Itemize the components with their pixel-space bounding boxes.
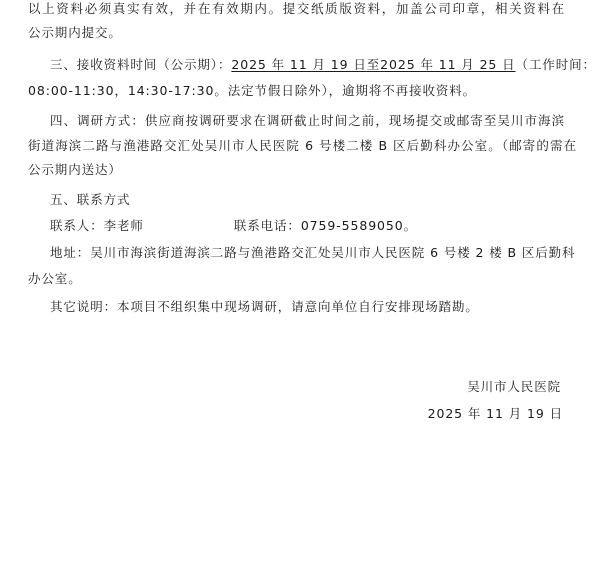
contact-phone: 联系电话：0759-5589050。 [233, 218, 418, 233]
signature-date: 2025 年 11 月 19 日 [427, 406, 563, 421]
heading-contact: 五、联系方式 [50, 192, 131, 207]
receive-end-date: 2025 年 11 月 25 日 [380, 57, 516, 72]
paragraph-survey-method-line-3: 公示期内送达） [28, 162, 122, 177]
paragraph-materials-line-2: 公示期内提交。 [28, 25, 122, 40]
paragraph-materials-line-1: 以上资料必须真实有效，并在有效期内。提交纸质版资料，加盖公司印章，相关资料在 [28, 1, 565, 16]
contact-line [50, 217, 565, 235]
receive-time-prefix: 三、接收资料时间（公示期）： [50, 57, 232, 72]
contact-person: 联系人：李老师 [50, 218, 144, 233]
address-line-2: 办公室。 [28, 271, 82, 286]
address-line-1: 地址：吴川市海滨街道海滨二路与渔港路交汇处吴川市人民医院 6 号楼 2 楼 B 区后勤科 [50, 245, 576, 260]
other-note: 其它说明：本项目不组织集中现场调研，请意向单位自行安排现场踏勘。 [50, 299, 479, 314]
receive-to: 至 [366, 57, 381, 72]
paragraph-receive-time-line-1 [50, 56, 596, 74]
paragraph-survey-method-line-2: 街道海滨二路与渔港路交汇处吴川市人民医院 6 号楼二楼 B 区后勤科办公室。（邮寄的需在 [28, 138, 577, 153]
receive-start-date: 2025 年 11 月 19 日 [231, 57, 367, 72]
paragraph-receive-time-line-2: 08:00-11:30，14:30-17:30。法定节假日除外），逾期将不再接收资料。 [28, 83, 477, 98]
paragraph-survey-method-line-1: 四、调研方式：供应商按调研要求在调研截止时间之前，现场提交或邮寄至吴川市海滨 [50, 113, 565, 128]
work-hours-prefix: （工作时间： [515, 57, 596, 72]
signature-organization: 吴川市人民医院 [467, 379, 561, 394]
